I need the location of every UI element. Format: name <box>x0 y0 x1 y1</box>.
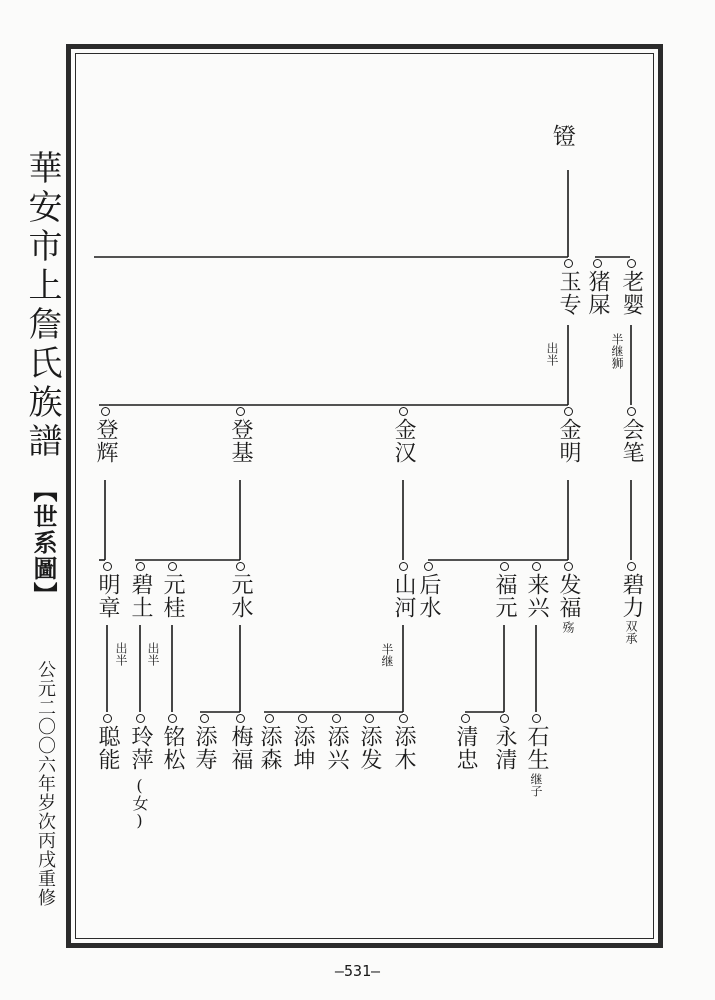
annotation: 出半 <box>545 342 559 366</box>
node-circle <box>365 714 374 723</box>
person-node <box>354 714 384 771</box>
node-circle <box>136 562 145 571</box>
annotation: 殇 <box>561 621 575 633</box>
person-name: 会笔 <box>619 418 644 464</box>
node-circle <box>168 562 177 571</box>
person-name: 清忠 <box>453 725 478 771</box>
node-circle <box>564 562 573 571</box>
person-name: 添兴 <box>324 725 349 771</box>
person-name: 山河 <box>391 573 416 619</box>
person-name: 石生 <box>524 725 549 771</box>
root-ancestor-name: 镫 <box>553 124 576 150</box>
person-name: 老婴 <box>619 270 644 316</box>
person-name: 登基 <box>228 418 253 464</box>
node-circle <box>564 407 573 416</box>
node-circle <box>168 714 177 723</box>
person-node <box>125 562 155 619</box>
node-circle <box>399 714 408 723</box>
person-name: 发福 <box>556 573 581 619</box>
section-label: 【世系圖】 <box>29 478 58 608</box>
node-circle <box>200 714 209 723</box>
person-name: 来兴 <box>524 573 549 619</box>
person-node <box>321 714 351 771</box>
person-node <box>287 714 317 771</box>
node-circle <box>532 562 541 571</box>
person-name: 金明 <box>556 418 581 464</box>
person-node <box>489 562 519 619</box>
person-name: 福元 <box>492 573 517 619</box>
node-circle <box>627 259 636 268</box>
person-node <box>553 407 583 464</box>
node-circle <box>103 714 112 723</box>
person-node <box>254 714 284 771</box>
person-node <box>388 407 418 464</box>
person-node <box>90 407 120 464</box>
person-node <box>189 714 219 771</box>
node-circle <box>101 407 110 416</box>
annotation: (女) <box>130 776 149 830</box>
annotation: 半继狮 <box>610 333 624 369</box>
node-circle <box>500 714 509 723</box>
person-node <box>553 259 583 316</box>
person-node <box>616 407 646 464</box>
person-node <box>92 562 122 619</box>
node-circle <box>500 562 509 571</box>
node-circle <box>424 562 433 571</box>
person-name: 添寿 <box>192 725 217 771</box>
person-node <box>225 562 255 619</box>
node-circle <box>593 259 602 268</box>
annotation: 半继 <box>380 643 394 667</box>
node-circle <box>399 407 408 416</box>
node-circle <box>332 714 341 723</box>
node-circle <box>627 562 636 571</box>
person-name: 元桂 <box>160 573 185 619</box>
person-name: 添森 <box>257 725 282 771</box>
person-name: 铭松 <box>160 725 185 771</box>
node-circle <box>461 714 470 723</box>
node-circle <box>399 562 408 571</box>
person-node <box>582 259 612 316</box>
person-node <box>92 714 122 771</box>
person-node <box>553 562 583 619</box>
person-name: 添木 <box>391 725 416 771</box>
person-name: 玉专 <box>556 270 581 316</box>
person-name: 碧土 <box>128 573 153 619</box>
person-name: 添坤 <box>290 725 315 771</box>
person-node <box>521 562 551 619</box>
node-circle <box>236 562 245 571</box>
person-name: 后水 <box>416 573 441 619</box>
person-node <box>489 714 519 771</box>
person-name: 金汉 <box>391 418 416 464</box>
node-circle <box>103 562 112 571</box>
person-name: 登辉 <box>93 418 118 464</box>
person-name: 明章 <box>95 573 120 619</box>
person-name: 梅福 <box>228 725 253 771</box>
person-name: 碧力 <box>619 573 644 619</box>
person-node <box>157 562 187 619</box>
person-name: 玲萍 <box>128 725 153 771</box>
person-node <box>616 562 646 619</box>
node-circle <box>136 714 145 723</box>
person-name: 元水 <box>228 573 253 619</box>
person-name: 添发 <box>357 725 382 771</box>
person-name: 猪屎 <box>585 270 610 316</box>
node-circle <box>532 714 541 723</box>
revision-note: 公元二〇〇六年岁次丙戌重修 <box>35 660 56 907</box>
person-node <box>450 714 480 771</box>
person-node <box>388 714 418 771</box>
person-node <box>157 714 187 771</box>
node-circle <box>564 259 573 268</box>
node-circle <box>236 407 245 416</box>
annotation: 双承 <box>624 620 638 644</box>
book-title: 華安市上詹氏族譜 <box>22 150 62 462</box>
person-name: 聪能 <box>95 725 120 771</box>
person-name: 永清 <box>492 725 517 771</box>
annotation: 出半 <box>146 642 160 666</box>
person-node <box>225 714 255 771</box>
person-node <box>125 714 155 771</box>
annotation: 出半 <box>114 642 128 666</box>
node-circle <box>265 714 274 723</box>
node-circle <box>298 714 307 723</box>
person-node <box>388 562 418 619</box>
person-node <box>521 714 551 771</box>
node-circle <box>627 407 636 416</box>
node-circle <box>236 714 245 723</box>
person-node <box>225 407 255 464</box>
person-node <box>616 259 646 316</box>
page-number: —531— <box>334 962 381 980</box>
annotation: 继子 <box>529 773 543 797</box>
